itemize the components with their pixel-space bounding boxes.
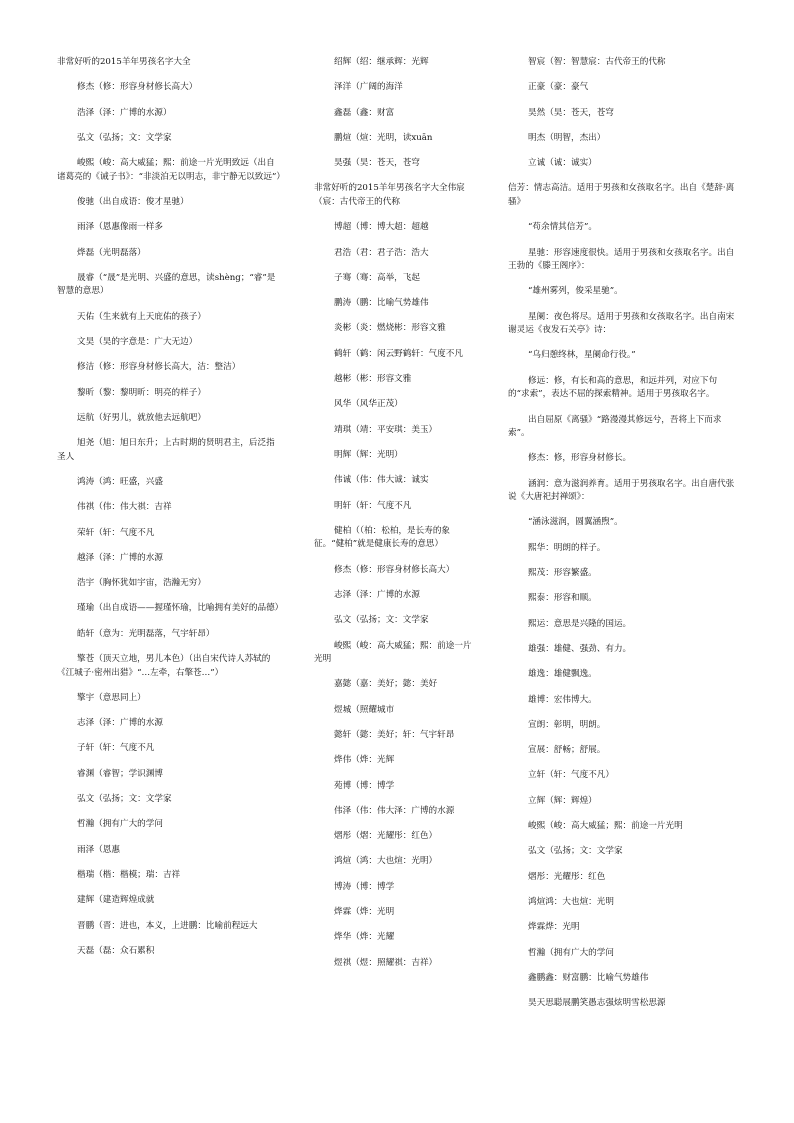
name-entry: 立辉（辉：辉煌） — [528, 795, 597, 806]
name-entry: 志泽（泽：广博的水源 — [77, 718, 163, 729]
name-entry: 远航（好男儿，就放他去远航吧） — [77, 412, 206, 423]
name-entry: 擎宇（意思同上） — [77, 692, 146, 703]
name-entry: 智宸（智：智慧宸：古代帝王的代称 — [528, 57, 666, 67]
name-entry: 信芳：情志高洁。适用于男孩和女孩取名字。出自《楚辞·离骚》 — [508, 183, 735, 207]
name-entry: 烨华（烨：光耀 — [334, 932, 395, 943]
name-entry: 宣朗：彰明，明朗。 — [528, 719, 606, 730]
name-entry: 泽洋（广阔的海洋 — [334, 82, 403, 93]
name-entry: 烨霖烨：光明 — [528, 922, 580, 933]
document-title: 非常好听的2015羊年男孩名字大全伟宸（宸：古代帝王的代称 — [314, 183, 465, 207]
name-entry: 博超（博：博大超：超越 — [334, 222, 429, 233]
name-entry: 熙泰：形容和顺。 — [528, 593, 597, 604]
name-entry: 志泽（泽：广博的水源 — [334, 589, 420, 600]
name-entry: “雄州雾列，俊采星驰”。 — [528, 286, 623, 297]
name-entry: 雄博：宏伟博大。 — [528, 694, 597, 705]
name-entry: 弘文（弘扬；文：文学家 — [77, 794, 172, 805]
name-entry: 弘文（弘扬；文：文学家 — [77, 132, 172, 143]
name-entry: 出自屈原《离骚》“路漫漫其修远兮，吾将上下而求索”。 — [508, 414, 722, 439]
name-entry: 烨磊（光明磊落） — [77, 247, 146, 258]
document-title: 非常好听的2015羊年男孩名字大全 — [57, 57, 191, 67]
name-entry: 浩泽（泽：广博的水源） — [77, 107, 172, 118]
name-entry: 鹏煊（煊：光明，读xuān — [334, 132, 433, 143]
name-entry: 立诚（诚：诚实） — [528, 158, 597, 169]
name-entry: 楷瑞（楷：楷模；瑞：吉祥 — [77, 869, 181, 880]
name-entry: 睿渊（睿智；学识渊博 — [77, 768, 163, 779]
name-entry: 星驰：形容速度很快。适用于男孩和女孩取名字。出自王勃的《滕王阁序》： — [508, 247, 735, 272]
name-entry: 修杰（修：形容身材修长高大） — [334, 564, 455, 575]
name-entry: 伟泽（伟：伟大泽：广博的水源 — [334, 805, 455, 816]
name-entry: 明杰（明智，杰出） — [528, 132, 606, 143]
name-entry: 靖琪（靖：平安琪：美玉） — [334, 424, 438, 435]
name-entry: 健柏（（柏：松柏，是长寿的象征。“健柏”就是健康长寿的意思） — [314, 525, 451, 550]
name-entry: 懿轩（懿：美好；轩：气宇轩昂 — [334, 729, 455, 740]
name-entry: 皓轩（意为：光明磊落，气宇轩昂） — [77, 628, 215, 639]
name-entry: 涵润：意为滋润养育。适用于男孩取名字。出自唐代张说《大唐祀封禅颂》： — [508, 478, 735, 503]
name-entry: 君浩（君：君子浩：浩大 — [334, 247, 429, 258]
name-entry: 熠彤（熠：光耀彤：红色） — [334, 831, 438, 842]
name-entry: 煜城（照耀城市 — [334, 704, 395, 715]
column-2 — [314, 56, 476, 982]
name-entry: 昊然（昊：苍天，苍穹 — [528, 107, 614, 118]
name-entry: 嘉懿（嘉：美好；懿：美好 — [334, 679, 438, 690]
name-entry: 苑博（博：博学 — [334, 780, 395, 791]
name-entry: 熙茂：形容繁盛。 — [528, 568, 597, 579]
name-entry: 宣展：舒畅；舒展。 — [528, 745, 606, 756]
column-3 — [508, 56, 736, 1022]
name-entry: 伟祺（伟：伟大祺：吉祥 — [77, 502, 172, 513]
name-entry: 子轩（轩：气度不凡 — [77, 743, 155, 754]
name-entry: 雨泽（恩惠像雨一样多 — [77, 222, 163, 233]
name-entry: 旭尧（旭：旭日东升；上古时期的贤明君主，后泛指圣人 — [57, 438, 275, 462]
name-entry: 瑾瑜（出自成语——握瑾怀瑜，比喻拥有美好的品德） — [77, 603, 284, 614]
name-entry: 伟诚（伟：伟大诚：诚实 — [334, 475, 429, 486]
name-entry: 晟睿（“晟”是光明、兴盛的意思，读shèng；“睿”是智慧的意思） — [57, 272, 276, 297]
name-entry: 浩宇（胸怀犹如宇宙，浩瀚无穷） — [77, 578, 206, 589]
name-entry: 昊强（昊：苍天，苍穹 — [334, 158, 420, 169]
name-entry: 明辉（辉：光明） — [334, 449, 403, 460]
name-entry: 修杰（修：形容身材修长高大） — [77, 82, 198, 93]
name-entry: 鸿涛（鸿：旺盛，兴盛 — [77, 476, 163, 487]
name-entry: 立轩（轩：气度不凡） — [528, 770, 614, 781]
name-entry: 雄强：雄健、强劲、有力。 — [528, 643, 632, 654]
name-entry: 烨伟（烨：光辉 — [334, 755, 395, 766]
name-entry: 晋鹏（晋：进也，本义，上进鹏：比喻前程远大 — [77, 920, 258, 931]
name-entry: 弘文（弘扬；文：文学家 — [528, 846, 623, 857]
name-entry: 弘文（弘扬；文：文学家 — [334, 615, 429, 626]
name-entry: “苟余情其信芳”。 — [528, 222, 597, 233]
name-entry: 建辉（建造辉煌成就 — [77, 895, 155, 906]
name-entry: 越彬（彬：形容文雅 — [334, 374, 412, 385]
name-entry: 哲瀚（拥有广大的学问 — [528, 947, 614, 958]
name-entry: 正豪（豪：豪气 — [528, 82, 589, 93]
name-entry: 修远：修，有长和高的意思，和远并列，对应下句的“求索”，表达不屈的探索精神。适用于男孩取名字。 — [508, 375, 718, 400]
name-entry: 鸿煊鸿：大也煊：光明 — [528, 896, 614, 907]
name-entry: 昊天思聪展鹏笑愚志强炫明雪松思源 — [528, 998, 666, 1009]
name-entry: 绍辉（绍：继承辉：光辉 — [334, 57, 429, 67]
name-entry: 炎彬（炎：燃烧彬：形容文雅 — [334, 323, 446, 334]
name-entry: 修洁（修：形容身材修长高大，洁：整洁） — [77, 362, 241, 373]
name-entry: 鸿煊（鸿：大也煊：光明） — [334, 856, 438, 867]
name-entry: 天磊（磊：众石累积 — [77, 945, 155, 956]
name-entry: “乌归憩终林，星阑命行役。” — [528, 350, 636, 361]
name-entry: 文昊（昊的字意是：广大无边） — [77, 336, 198, 347]
name-entry: 雨泽（恩惠 — [77, 844, 120, 855]
name-entry: 越泽（泽：广博的水源 — [77, 552, 163, 563]
name-entry: 修杰：修，形容身材修长。 — [528, 453, 632, 464]
name-entry: 博涛（博：博学 — [334, 881, 395, 892]
name-entry: 雄逸：雄健飘逸。 — [528, 669, 597, 680]
name-entry: 哲瀚（拥有广大的学问 — [77, 819, 163, 830]
name-entry: 俊驰（出自成语：俊才星驰） — [77, 196, 189, 207]
name-entry: 擎苍（顶天立地，男儿本色）（出自宋代诗人苏轼的《江城子·密州出猎》“…左牵，右擎苍…”） — [57, 654, 271, 678]
name-entry: 黎昕（黎：黎明昕：明亮的样子） — [77, 387, 206, 398]
name-entry: 熠彤：光耀彤：红色 — [528, 871, 606, 882]
name-entry: 荣轩（轩：气度不凡 — [77, 527, 155, 538]
name-entry: 煜祺（煜：照耀祺：吉祥） — [334, 957, 438, 968]
name-entry: 峻熙（峻：高大威猛；熙：前途一片光明 — [528, 821, 683, 832]
name-entry: 熙运：意思是兴隆的国运。 — [528, 618, 632, 629]
name-entry: 星阑：夜色将尽。适用于男孩和女孩取名字。出自南宋谢灵运《夜发石关亭》诗： — [508, 311, 735, 336]
name-entry: 天佑（生来就有上天庇佑的孩子） — [77, 311, 206, 322]
name-entry: 鹏涛（鹏：比喻气势雄伟 — [334, 298, 429, 309]
name-entry: 鹤轩（鹤：闲云野鹤轩：气度不凡 — [334, 348, 463, 359]
name-entry: 明轩（轩：气度不凡 — [334, 500, 412, 511]
name-entry: 峻熙（峻：高大威猛；熙：前途一片光明致远（出自诸葛亮的《诫子书》：“非淡泊无以明志，非宁静无以致远”） — [57, 158, 285, 182]
name-entry: “涵泳滋润，圆翼涵煦”。 — [528, 517, 623, 528]
name-entry: 鑫磊（鑫：财富 — [334, 107, 395, 118]
name-entry: 熙华：明朗的样子。 — [528, 542, 606, 553]
name-entry: 子骞（骞：高举，飞起 — [334, 272, 420, 283]
name-entry: 风华（风华正茂） — [334, 399, 403, 410]
name-entry: 鑫鹏鑫：财富鹏：比喻气势雄伟 — [528, 972, 649, 983]
column-1 — [57, 56, 283, 970]
name-entry: 烨霖（烨：光明 — [334, 907, 395, 917]
name-entry: 峻熙（峻：高大威猛；熙：前途一片光明 — [314, 640, 472, 665]
